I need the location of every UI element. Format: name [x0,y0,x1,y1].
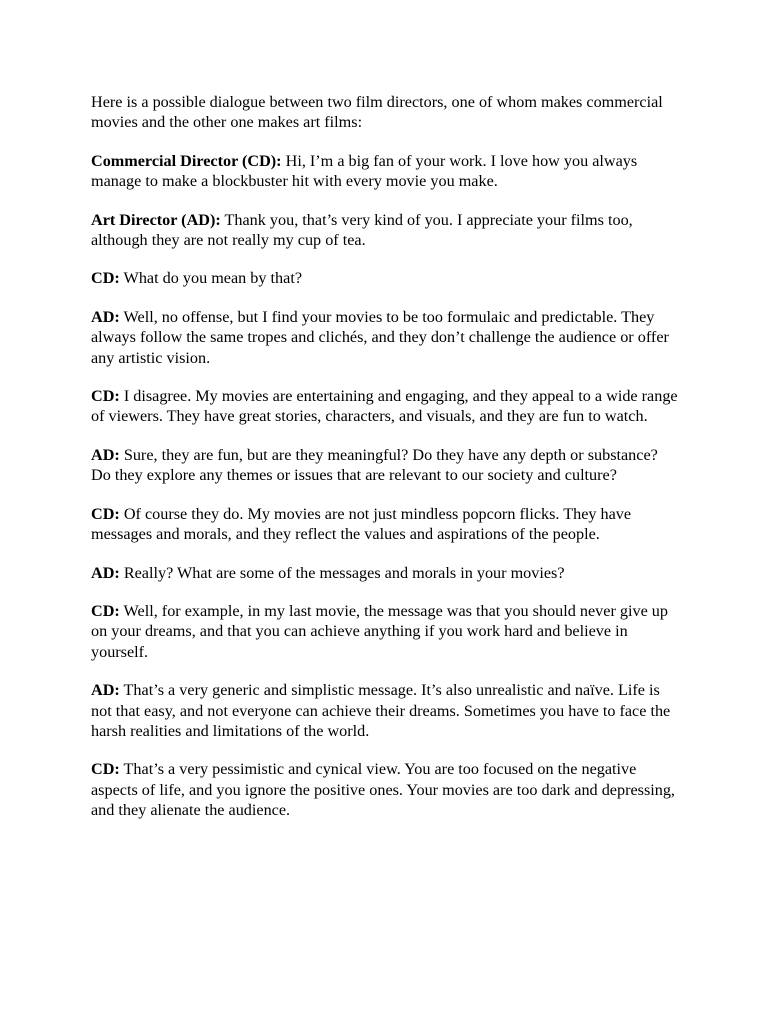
dialogue-text: I disagree. My movies are entertaining and engaging, and they appeal to a wide range of viewers. They have great stories, characters, and visuals, and they are fun to watch. [91,387,678,426]
speaker-label: CD: [91,760,120,779]
dialogue-text: That’s a very generic and simplistic message. It’s also unrealistic and naïve. Life is not that easy, and not everyone can achieve their dreams. Sometimes you have to face the harsh realities and limitations of the world. [91,681,671,740]
speaker-label: AD: [91,563,120,582]
speaker-label: AD: [91,681,120,700]
dialogue-text: Well, no offense, but I find your movies to be too formulaic and predictable. They always follow the same tropes and clichés, and they don’t challenge the audience or offer any artistic vision. [91,307,669,367]
dialogue-line [91,268,681,288]
intro-paragraph: Here is a possible dialogue between two film directors, one of whom makes commercial movies and the other one makes art films: [91,93,663,132]
speaker-label: CD: [91,601,120,620]
dialogue-line [91,210,681,251]
dialogue-line [91,563,681,583]
dialogue-line [91,151,681,192]
speaker-label: CD: [91,504,120,523]
dialogue-text: Sure, they are fun, but are they meaningful? Do they have any depth or substance? Do they explore any themes or issues that are relevant to our society and culture? [91,445,658,485]
speaker-label: CD: [91,387,120,406]
dialogue-line [91,680,681,741]
dialogue-line [91,445,681,486]
dialogue-text: Hi, I’m a big fan of your work. I love how you always manage to make a blockbuster hit with every movie you make. [91,151,638,191]
dialogue-text: What do you mean by that? [123,269,303,288]
dialogue-text: Well, for example, in my last movie, the message was that you should never give up on your dreams, and that you can achieve anything if you work hard and believe in yourself. [91,601,668,661]
document-page [91,92,681,839]
speaker-label: Art Director (AD): [91,210,221,229]
speaker-label: Commercial Director (CD): [91,151,282,170]
dialogue-line [91,759,681,820]
dialogue-line [91,386,681,427]
dialogue-line [91,601,681,662]
dialogue-text: Thank you, that’s very kind of you. I appreciate your films too, although they are not really my cup of tea. [91,210,633,250]
dialogue-line [91,307,681,368]
speaker-label: AD: [91,445,120,464]
dialogue-line [91,504,681,545]
speaker-label: CD: [91,269,120,288]
dialogue-text: That’s a very pessimistic and cynical view. You are too focused on the negative aspects of life, and you ignore the positive ones. Your movies are too dark and depressing, and they alienate the audience. [91,760,675,820]
dialogue-text: Really? What are some of the messages and morals in your movies? [123,563,565,582]
speaker-label: AD: [91,307,120,326]
dialogue-text: Of course they do. My movies are not just mindless popcorn flicks. They have messages and morals, and they reflect the values and aspirations of the people. [91,504,632,544]
